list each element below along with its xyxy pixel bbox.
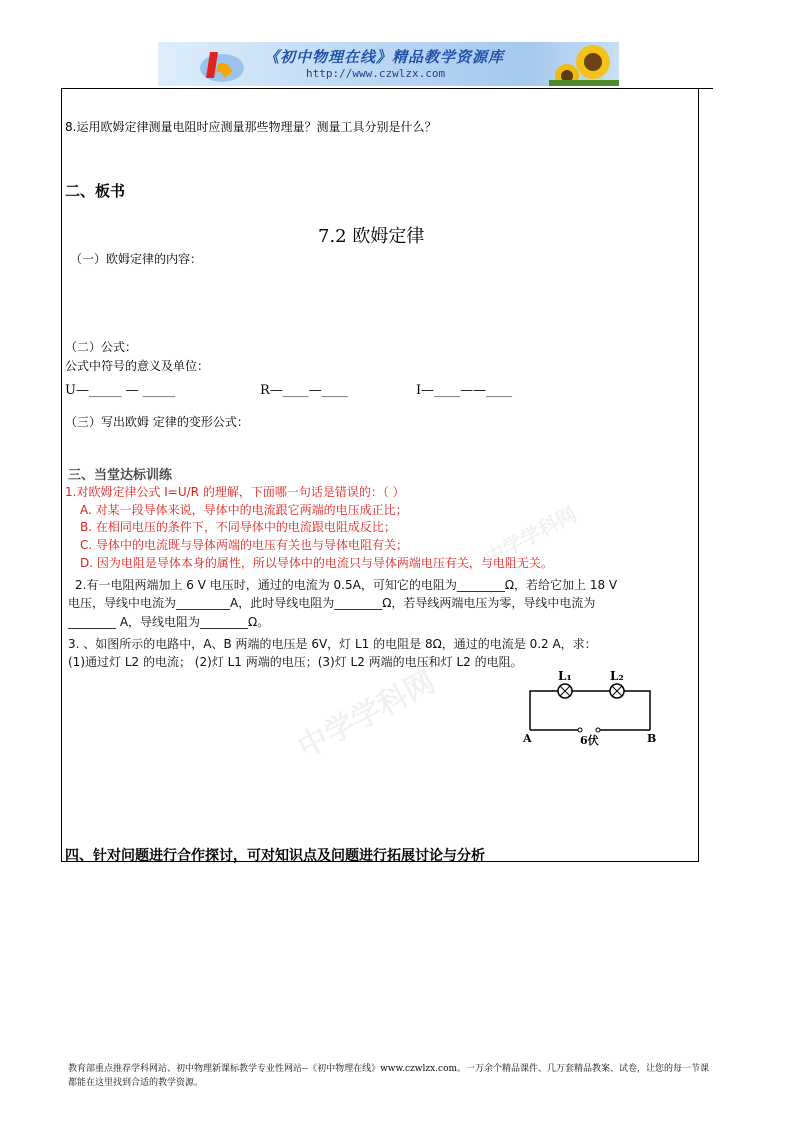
watermark-2: 中学学科网 (480, 501, 581, 570)
terminal-right (596, 728, 600, 732)
sunflower-icon (549, 42, 619, 86)
lamp-l2-icon (610, 684, 624, 698)
circuit-wire-top (530, 691, 650, 730)
formula-r: R—____—____ (260, 383, 348, 398)
question-2-line-1: 2.有一电阻两端加上 6 V 电压时，通过的电流为 0.5A，可知它的电阻为________Ω，若给它加上 18 V (75, 578, 618, 592)
question-3-line-2: (1)通过灯 L2 的电流； (2)灯 L1 两端的电压；(3)灯 L2 两端的电压和灯 L2 的电阻。 (68, 655, 523, 669)
section-heading-discussion: 四、针对问题进行合作探讨，可对知识点及问题进行拓展讨论与分析 (65, 848, 485, 864)
part-2-subtitle: 公式中符号的意义及单位： (65, 359, 210, 373)
part-3-label: （三）写出欧姆 定律的变形公式： (65, 415, 249, 429)
question-1-option-c: C. 导体中的电流既与导体两端的电压有关也与导体电阻有关； (80, 538, 409, 552)
terminal-b-label: B (647, 732, 657, 745)
question-8: 8.运用欧姆定律测量电阻时应测量那些物理量？测量工具分别是什么？ (65, 120, 437, 134)
banner-title: 《初中物理在线》精品教学资源库 (264, 48, 505, 66)
voltage-label: 6伏 (580, 734, 599, 746)
formula-i: I—____——____ (416, 383, 513, 398)
question-1-option-d: D. 因为电阻是导体本身的属性，所以导体中的电流只与导体两端电压有关，与电阻无关。 (80, 556, 553, 570)
question-1-option-a: A. 对某一段导体来说，导体中的电流跟它两端的电压成正比； (80, 503, 408, 517)
part-2-label: （二）公式： (65, 340, 138, 354)
question-3-line-1: 3. 、如图所示的电路中，A、B 两端的电压是 6V，灯 L1 的电阻是 8Ω，通过的电流是 0.2 A，求： (68, 637, 597, 651)
frame-edge-line (697, 88, 713, 89)
banner-url[interactable]: http://www.czwlzx.com (306, 67, 446, 80)
question-2-line-3: ________ A，导线电阻为________Ω。 (68, 615, 270, 629)
question-2-line-2: 电压，导线中电流为_________A，此时导线电阻为________Ω，若导线两端电压为零，导线中电流为 (68, 596, 596, 610)
question-1-stem: 1.对欧姆定律公式 I=U/R 的理解，下面哪一句话是错误的：（ ） (65, 485, 405, 499)
board-title: 7.2 欧姆定律 (318, 226, 425, 247)
formula-u: U—_____ — _____ (65, 383, 176, 398)
part-1-label: （一）欧姆定律的内容： (70, 252, 203, 266)
lamp-l1-icon (558, 684, 572, 698)
lamp-l2-label: L₂ (610, 670, 624, 683)
question-1-option-b: B. 在相同电压的条件下，不同导体中的电流跟电阻成反比； (80, 520, 396, 534)
terminal-left (578, 728, 582, 732)
watermark: 中学学科网 (292, 664, 442, 766)
section-heading-practice: 三、当堂达标训练 (68, 468, 173, 483)
lamp-l1-label: L₁ (558, 670, 572, 683)
logo-icon (188, 42, 248, 86)
section-heading-board: 二、板书 (65, 182, 126, 200)
terminal-a-label: A (523, 732, 532, 745)
page-footer: 教育部重点推荐学科网站、初中物理新课标教学专业性网站--《初中物理在线》www.czwlzx.com。一万余个精品课件、几万套精品教案、试卷，让您的每一节课都能在这里找到合适的教学资源。 (68, 1064, 710, 1088)
circuit-diagram (520, 670, 670, 746)
header-banner (158, 42, 619, 86)
